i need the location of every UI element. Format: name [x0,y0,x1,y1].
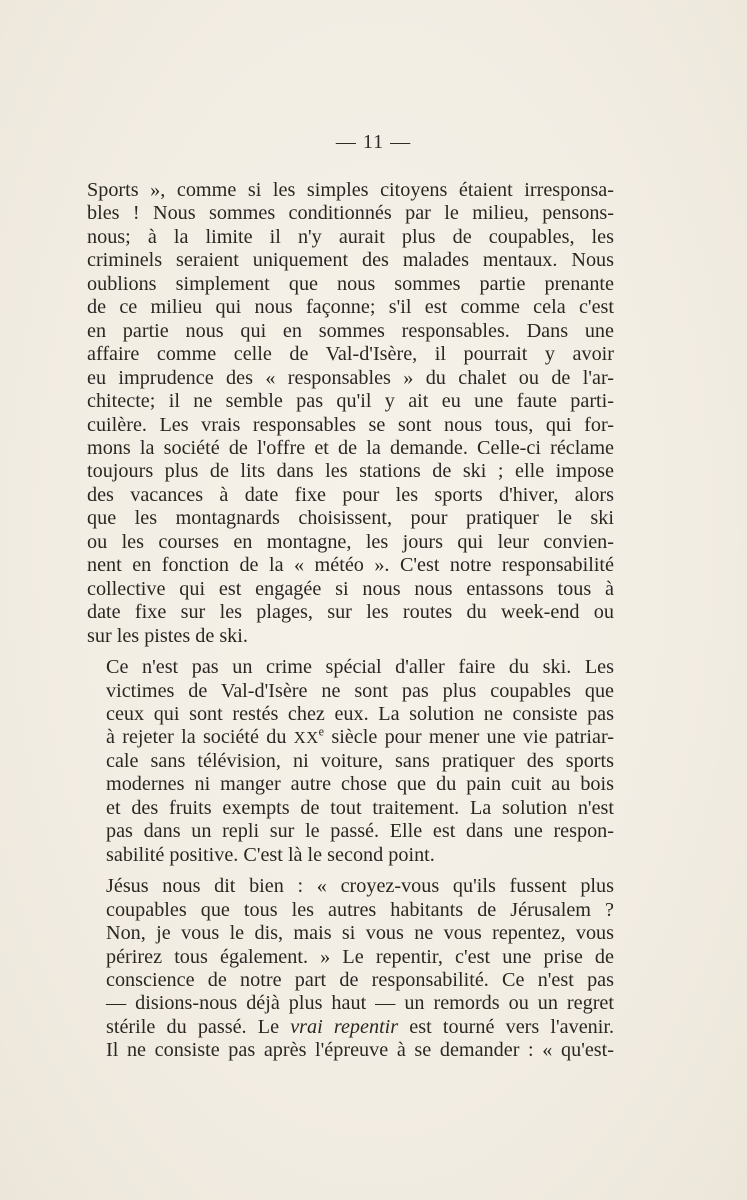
text-line: coupables que tous les autres habitants de Jérusalem ? [106,898,614,921]
text-line: cale sans télévision, ni voiture, sans pratiquer des sports [106,749,614,772]
text-line: nous; à la limite il n'y aurait plus de coupables, les [87,225,614,248]
century-numeral: XX [293,728,319,748]
paragraph-1 [87,179,614,648]
text-line-century [87,726,614,749]
text-line: toujours plus de lits dans les stations de ski ; elle impose [87,460,614,483]
text-line: Il ne consiste pas après l'épreuve à se demander : « qu'est- [106,1039,614,1062]
text-line: conscience de notre part de responsabilité. Ce n'est pas [106,968,614,991]
text-line: des vacances à date fixe pour les sports d'hiver, alors [87,483,614,506]
text-fragment: siècle pour mener une vie patriar- [324,726,614,749]
text-line: ceux qui sont restés chez eux. La solution ne consiste pas [106,702,614,725]
paragraph-2 [87,656,614,867]
text-line: bles ! Nous sommes conditionnés par le milieu, pensons- [87,202,614,225]
text-line: Non, je vous le dis, mais si vous ne vous repentez, vous [106,922,614,945]
text-line: criminels seraient uniquement des malades mentaux. Nous [87,249,614,272]
text-line: et des fruits exempts de tout traitement. La solution n'est [106,796,614,819]
text-line: Sports », comme si les simples citoyens étaient irresponsa- [87,179,614,201]
page-number: — 11 — [335,131,412,153]
text-line: pas dans un repli sur le passé. Elle est dans une respon- [106,820,614,843]
text-line: cuilère. Les vrais responsables se sont nous tous, qui for- [87,413,614,436]
text-fragment: stérile du passé. Le [106,1015,291,1038]
text-line: en partie nous qui en sommes responsables. Dans une [87,319,614,342]
century-superscript: e [318,724,325,739]
text-line: périrez tous également. » Le repentir, c'est une prise de [106,945,614,968]
body-text [87,179,614,1063]
text-line: date fixe sur les plages, sur les routes du week-end ou [87,601,614,624]
text-line: ou les courses en montagne, les jours qui leur convien- [87,530,614,553]
italic-phrase: vrai repentir [290,1015,399,1038]
text-line: modernes ni manger autre chose que du pain cuit au bois [106,773,614,796]
text-line: affaire comme celle de Val-d'Isère, il pourrait y avoir [87,343,614,366]
text-line: victimes de Val-d'Isère ne sont pas plus coupables que [106,679,614,702]
text-line: de ce milieu qui nous façonne; s'il est comme cela c'est [87,296,614,319]
text-line: Ce n'est pas un crime spécial d'aller faire du ski. Les [106,656,614,679]
text-line: sabilité positive. C'est là le second point. [106,843,435,866]
text-line: nent en fonction de la « météo ». C'est notre responsabilité [87,554,614,577]
text-line: mons la société de l'offre et de la demande. Celle-ci réclame [87,436,614,459]
text-line: chitecte; il ne semble pas qu'il y ait eu une faute parti- [87,390,614,413]
paragraph-3 [87,875,614,1063]
text-line: eu imprudence des « responsables » du chalet ou de l'ar- [87,366,614,389]
text-line: sur les pistes de ski. [87,624,248,647]
text-line-italic [87,1016,614,1039]
text-line: Jésus nous dit bien : « croyez-vous qu'ils fussent plus [106,875,614,898]
text-line: collective qui est engagée si nous nous entassons tous à [87,577,614,600]
text-line: que les montagnards choisissent, pour pratiquer le ski [87,507,614,530]
text-line: — disions-nous déjà plus haut — un remords ou un regret [106,992,614,1015]
text-fragment: est tourné vers l'avenir. [398,1015,615,1038]
text-line: oublions simplement que nous sommes partie prenante [87,272,614,295]
text-fragment: à rejeter la société du [106,726,294,749]
